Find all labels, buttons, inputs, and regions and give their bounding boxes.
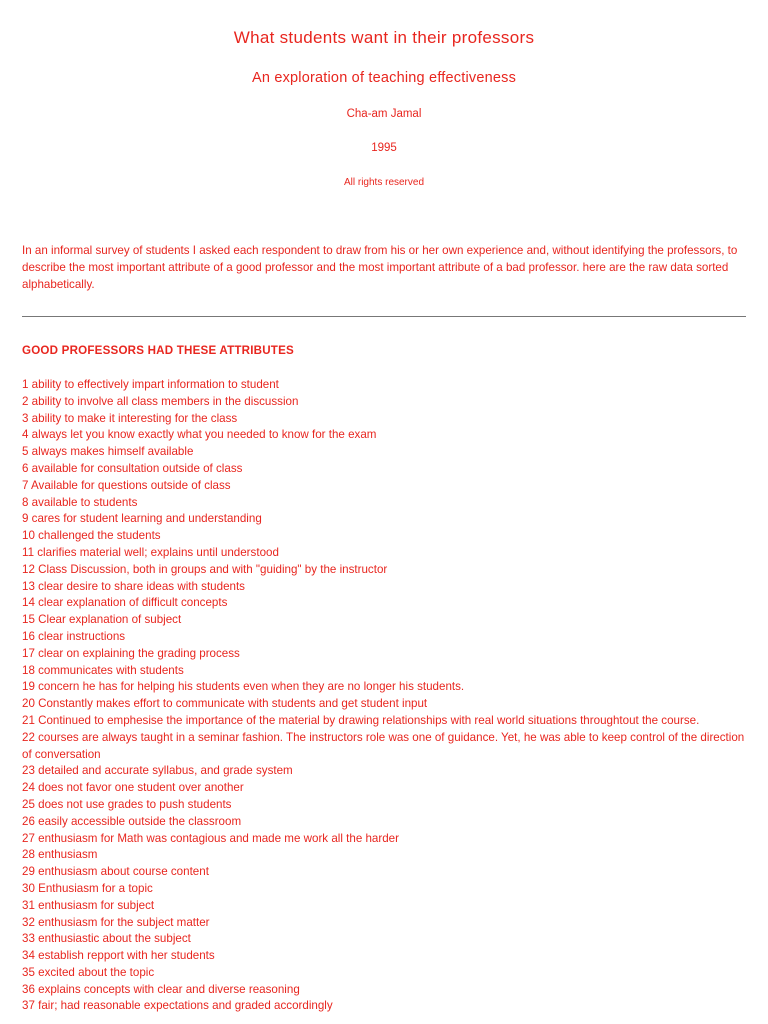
list-item: 34 establish repport with her students [22,949,215,963]
list-item: 12 Class Discussion, both in groups and with "guiding" by the instructor [22,562,388,576]
list-item: 1 ability to effectively impart information to student [22,378,279,391]
list-item: 19 concern he has for helping his students even when they are no longer his students. [22,680,465,694]
list-item: 29 enthusiasm about course content [22,865,209,879]
list-item: 31 enthusiasm for subject [22,898,155,912]
list-item: 9 cares for student learning and understanding [22,512,262,526]
list-item: 16 clear instructions [22,629,126,643]
list-item: 23 detailed and accurate syllabus, and grade system [22,764,293,778]
list-item: 15 Clear explanation of subject [22,613,182,627]
list-item: 22 courses are always taught in a seminar fashion. The instructors role was one of guidance. Yet, he was able to keep control of the direction of conversation [22,730,745,761]
list-item: 20 Constantly makes effort to communicate with students and get student input [22,697,428,711]
list-item: 33 enthusiastic about the subject [22,932,191,946]
list-item: 28 enthusiasm [22,848,98,862]
list-item: 32 enthusiasm for the subject matter [22,915,210,929]
list-item: 7 Available for questions outside of class [22,478,231,492]
list-item: 35 excited about the topic [22,965,155,979]
list-item: 14 clear explanation of difficult concepts [22,596,228,610]
list-item: 11 clarifies material well; explains until understood [22,545,279,559]
list-item: 13 clear desire to share ideas with students [22,579,245,593]
list-item: 30 Enthusiasm for a topic [22,881,153,895]
list-item: 4 always let you know exactly what you needed to know for the exam [22,428,377,442]
rights-notice: All rights reserved [343,177,425,188]
list-item: 27 enthusiasm for Math was contagious and made me work all the harder [22,831,399,845]
list-item: 2 ability to involve all class members in the discussion [22,394,299,408]
list-item: 17 clear on explaining the grading process [22,646,240,660]
horizontal-divider [22,316,746,317]
list-item: 21 Continued to emphesise the importance of the material by drawing relationships with real world situations throughtout the course. [22,713,700,727]
list-item: 3 ability to make it interesting for the class [22,411,238,425]
publication-year: 1995 [371,142,397,154]
list-item: 24 does not favor one student over another [22,781,244,795]
list-item: 10 challenged the students [22,529,161,543]
list-item: 26 easily accessible outside the classroom [22,814,242,828]
list-item: 25 does not use grades to push students [22,797,232,811]
list-item: 18 communicates with students [22,663,184,677]
author-name: Cha-am Jamal [346,108,422,120]
document-title: What students want in their professors [233,28,535,47]
list-item: 37 fair; had reasonable expectations and graded accordingly [22,999,333,1013]
document-subtitle: An exploration of teaching effectiveness [251,70,517,86]
list-item: 6 available for consultation outside of class [22,461,243,475]
attribute-list [22,377,748,1015]
list-item: 5 always makes himself available [22,445,194,459]
section-heading: GOOD PROFESSORS HAD THESE ATTRIBUTES [22,344,294,357]
intro-paragraph: In an informal survey of students I asked each respondent to draw from his or her own experience and, without identifying the professors, to describe the most important attribute of a good professor and the most important attribute of a bad professor. here are the raw data sorted alphabetically. [22,244,738,291]
list-item: 8 available to students [22,495,138,509]
list-item: 36 explains concepts with clear and diverse reasoning [22,982,300,996]
